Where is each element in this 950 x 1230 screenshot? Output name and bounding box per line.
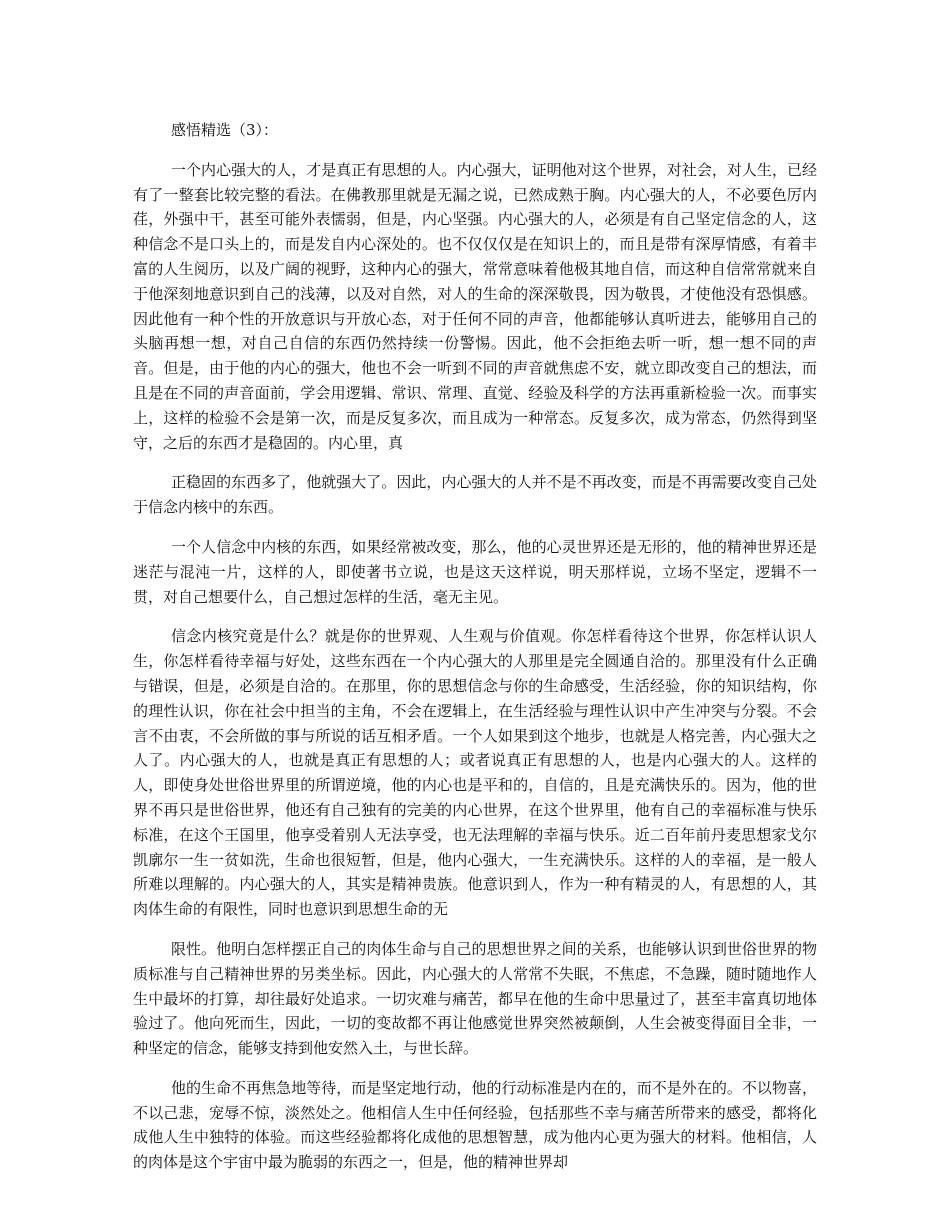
paragraph-5: 限性。他明白怎样摆正自己的肉体生命与自己的思想世界之间的关系，也能够认识到世俗世界的物质标准与自己精神世界的另类坐标。因此，内心强大的人常常不失眠，不焦虑，不急躁，随时随地作人生中最坏的打算，却往最好处追求。一切灾难与痛苦，都早在他的生命中思量过了，甚至丰富真切地体验过了。他向死而生，因此，一切的变故都不再让他感觉世界突然被颠倒，人生会被变得面目全非，一种坚定的信念，能够支持到他安然入土，与世长辞。 <box>133 939 817 1058</box>
paragraph-1: 一个内心强大的人，才是真正有思想的人。内心强大，证明他对这个世界，对社会，对人生，已经有了一整套比较完整的看法。在佛教那里就是无漏之说，已然成熟于胸。内心强大的人，不必要色厉内荏，外强中干，甚至可能外表懦弱，但是，内心坚强。内心强大的人，必须是有自己坚定信念的人，这种信念不是口头上的，而是发自内心深处的。也不仅仅仅是在知识上的，而且是带有深厚情感，有着丰富的人生阅历，以及广阔的视野，这种内心的强大，常常意味着他极其地自信，而这种自信常常就来自于他深刻地意识到自己的浅薄，以及对自然，对人的生命的深深敬畏，因为敬畏，才使他没有恐惧感。因此他有一种个性的开放意识与开放心态，对于任何不同的声音，他都能够认真听进去，能够用自己的头脑再想一想，对自己自信的东西仍然持续一份警惕。因此，他不会拒绝去听一听，想一想不同的声音。但是，由于他的内心的强大，他也不会一听到不同的声音就焦虑不安，就立即改变自己的想法，而且是在不同的声音面前，学会用逻辑、常识、常理、直觉、经验及科学的方法再重新检验一次。而事实上，这样的检验不会是第一次，而是反复多次，而且成为一种常态。反复多次，成为常态，仍然得到坚守，之后的东西才是稳固的。内心里，真 <box>133 160 817 452</box>
document-body <box>133 118 817 1190</box>
paragraph-6: 他的生命不再焦急地等待，而是坚定地行动，他的行动标准是内在的，而不是外在的。不以物喜，不以己悲，宠辱不惊，淡然处之。他相信人生中任何经验，包括那些不幸与痛苦所带来的感受，都将化成他人生中独特的体验。而这些经验都将化成他的思想智慧，成为他内心更为强大的材料。他相信，人的肉体是这个宇宙中最为脆弱的东西之一，但是，他的精神世界却 <box>133 1078 817 1172</box>
paragraph-3: 一个人信念中内核的东西，如果经常被改变，那么，他的心灵世界还是无形的，他的精神世界还是迷茫与混沌一片，这样的人，即使著书立说，也是这天这样说，明天那样说，立场不坚定，逻辑不一贯，对自己想要什么，自己想过怎样的生活，毫无主见。 <box>133 537 817 606</box>
paragraph-2: 正稳固的东西多了，他就强大了。因此，内心强大的人并不是不再改变，而是不再需要改变自己处于信念内核中的东西。 <box>133 473 817 517</box>
section-heading: 感悟精选（3）： <box>171 121 279 139</box>
paragraph-4: 信念内核究竟是什么？就是你的世界观、人生观与价值观。你怎样看待这个世界，你怎样认识人生，你怎样看待幸福与好处，这些东西在一个内心强大的人那里是完全圆通自洽的。那里没有什么正确与错误，但是，必须是自洽的。在那里，你的思想信念与你的生命感受，生活经验，你的知识结构，你的理性认识，你在社会中担当的主角，不会在逻辑上，在生活经验与理性认识中产生冲突与分裂。不会言不由衷，不会所做的事与所说的话互相矛盾。一个人如果到这个地步，也就是人格完善，内心强大之人了。内心强大的人，也就是真正有思想的人；或者说真正有思想的人，也是内心强大的人。这样的人，即使身处世俗世界里的所谓逆境，他的内心也是平和的，自信的，且是充满快乐的。因为，他的世界不再只是世俗世界，他还有自己独有的完美的内心世界，在这个世界里，他有自己的幸福标准与快乐标准，在这个王国里，他享受着别人无法享受，也无法理解的幸福与快乐。近二百年前丹麦思想家戈尔凯廓尔一生一贫如洗，生命也很短暂，但是，他内心强大，一生充满快乐。这样的人的幸福，是一般人所难以理解的。内心强大的人，其实是精神贵族。他意识到人，作为一种有精灵的人，有思想的人，其肉体生命的有限性，同时也意识到思想生命的无 <box>133 627 817 919</box>
